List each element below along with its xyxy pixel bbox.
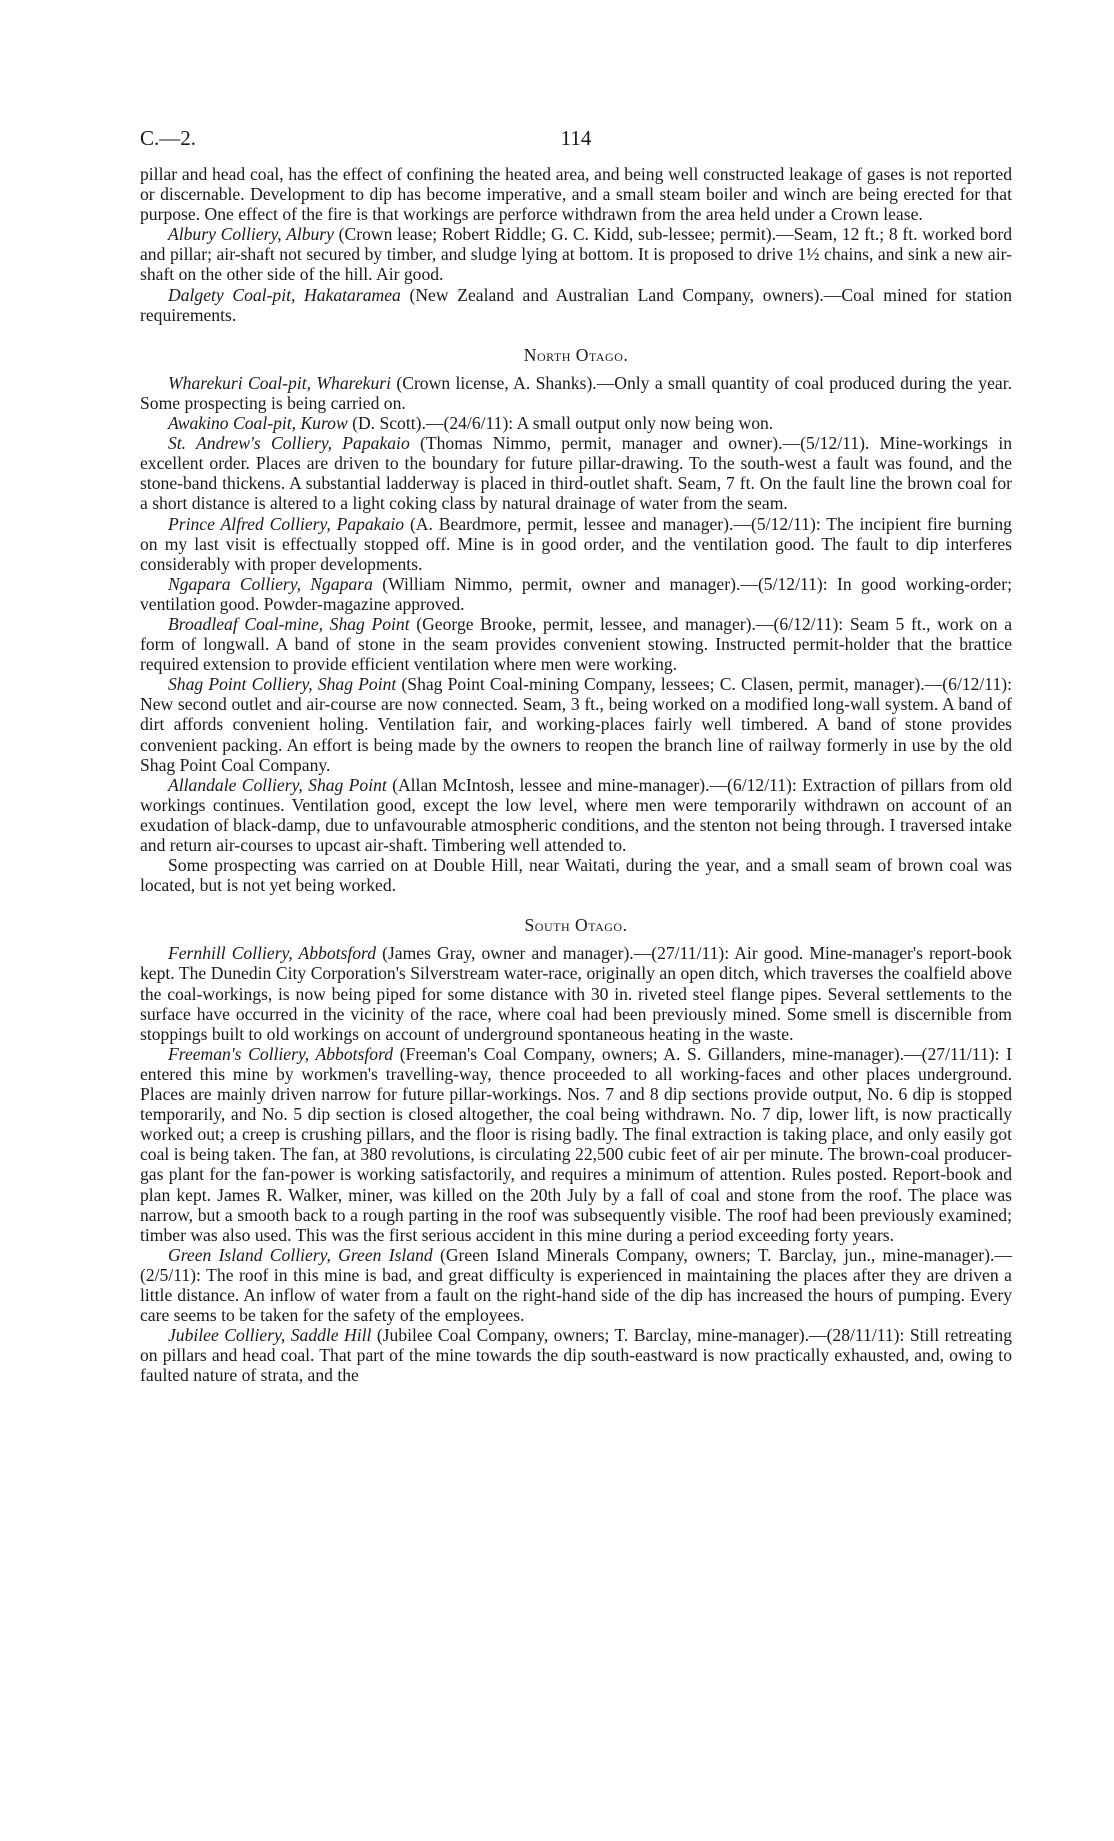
- colliery-name: Wharekuri Coal-pit, Wharekuri: [168, 372, 391, 393]
- colliery-name: Prince Alfred Colliery, Papakaio: [168, 513, 405, 534]
- paragraph-text: (New Zealand and Australian Land Company, owners).—Coal mined for station requirements.: [140, 284, 1012, 325]
- paragraph-text: (William Nimmo, permit, owner and manager).—(5/12/11): In good working-order; ventilation good. Powder-magazine approved.: [140, 573, 1012, 614]
- paragraph: [140, 285, 1012, 325]
- colliery-name: Green Island Colliery, Green Island: [168, 1244, 433, 1265]
- document-page: [140, 128, 1012, 1385]
- paragraph: [140, 674, 1012, 774]
- section-heading: North Otago.: [523, 344, 629, 365]
- paragraph-text: (Jubilee Coal Company, owners; T. Barclay, mine-manager).—(28/11/11): Still retreating on pillars and head coal. That part of the mine towards the dip south-eastward is now practically exhausted, and, owing to faulted nature of strata, and the: [140, 1325, 1012, 1386]
- folio-reference: C.—2.: [140, 126, 197, 150]
- paragraph-text: (Green Island Minerals Company, owners; T. Barclay, jun., mine-manager).—(2/5/11): The roof in this mine is bad, and great difficulty is experienced in maintaining the places after they are driven a little distance. An inflow of water from a fault on the right-hand side of the dip has increased the hours of pumping. Every care seems to be taken for the safety of the employees.: [140, 1244, 1012, 1326]
- page-number: 114: [560, 126, 592, 150]
- paragraph: [140, 775, 1012, 855]
- paragraph-text: (Crown license, A. Shanks).—Only a small quantity of coal produced during the year. Some prospecting is being carried on.: [140, 372, 1012, 413]
- paragraph: [140, 1245, 1012, 1325]
- paragraph-text: (Allan McIntosh, lessee and mine-manager).—(6/12/11): Extraction of pillars from old workings continues. Ventilation good, except the low level, where men were temporarily withdrawn on account of an exudation of black-damp, due to unfavourable atmospheric conditions, and the stenton not being through. I traversed intake and return air-courses to upcast air-shaft. Timbering well attended to.: [140, 774, 1012, 855]
- north-otago-section: [140, 345, 1012, 896]
- paragraph: [140, 514, 1012, 574]
- colliery-name: Jubilee Colliery, Saddle Hill: [168, 1325, 372, 1346]
- colliery-name: St. Andrew's Colliery, Papakaio: [168, 433, 410, 454]
- paragraph-text: Some prospecting was carried on at Double Hill, near Waitati, during the year, and a small seam of brown coal was located, but is not yet being worked.: [140, 855, 1012, 896]
- paragraph-text: (George Brooke, permit, lessee, and manager).—(6/12/11): Seam 5 ft., work on a form of longwall. A band of stone in the seam provides convenient stowing. Instructed permit-holder that the brattice required extension to provide efficient ventilation where men were working.: [140, 613, 1013, 675]
- paragraph: [140, 433, 1012, 513]
- colliery-name: Broadleaf Coal-mine, Shag Point: [168, 613, 410, 634]
- paragraph: [140, 1325, 1012, 1385]
- paragraph: [140, 164, 1012, 224]
- paragraph-text: (Freeman's Coal Company, owners; A. S. Gillanders, mine-manager).—(27/11/11): I entered this mine by workmen's travelling-way, thence proceeded to all working-faces and other places underground. Places are mainly driven narrow for future pillar-workings. Nos. 7 and 8 dip sections provide output, No. 6 dip is stopped temporarily, and No. 5 dip section is closed altogether, the coal being withdrawn. No. 7 dip, lower lift, is now practically worked out; a creep is crushing pillars, and the floor is rising badly. The final extraction is taking place, and only easily got coal is being taken. The fan, at 380 revolutions, is circulating 22,500 cubic feet of air per minute. The brown-coal producer-gas plant for the fan-power is working satisfactorily, and requires a minimum of attention. Rules posted. Report-book and plan kept. James R. Walker, miner, was killed on the 20th July by a fall of coal and stone from the roof. The place was narrow, but a smooth back to a rough parting in the roof was subsequently visible. The roof had been previously examined; timber was also used. This was the first serious accident in this mine during a period exceeding forty years.: [140, 1043, 1012, 1245]
- paragraph-text: (Shag Point Coal-mining Company, lessees; C. Clasen, permit, manager).—(6/12/11): New second outlet and air-course are now connected. Seam, 3 ft., being worked on a modified long-wall system. A band of dirt affords convenient holing. Ventilation fair, and working-places fairly well timbered. A band of stone provides convenient packing. An effort is being made by the owners to reopen the branch line of railway formerly in use by the old Shag Point Coal Company.: [140, 674, 1012, 775]
- paragraph: [140, 943, 1012, 1043]
- paragraph: [140, 224, 1012, 284]
- south-otago-section: [140, 915, 1012, 1385]
- paragraph: [140, 413, 1012, 433]
- colliery-name: Shag Point Colliery, Shag Point: [168, 674, 397, 695]
- paragraph: [140, 855, 1012, 895]
- colliery-name: Ngapara Colliery, Ngapara: [168, 573, 373, 594]
- paragraph-text: pillar and head coal, has the effect of confining the heated area, and being well constructed leakage of gases is not reported or discernable. Development to dip has become imperative, and a small steam boiler and winch are being erected for that purpose. One effect of the fire is that workings are perforce withdrawn from the area held under a Crown lease.: [140, 164, 1012, 225]
- paragraph-text: (D. Scott).—(24/6/11): A small output only now being won.: [347, 413, 774, 434]
- section-heading: South Otago.: [524, 915, 628, 936]
- paragraph-text: (James Gray, owner and manager).—(27/11/11): Air good. Mine-manager's report-book kept. The Dunedin City Corporation's Silverstream water-race, originally an open ditch, which traverses the coalfield above the coal-workings, is now being piped for some distance with 30 in. riveted steel flange pipes. Several settlements to the surface have occurred in the vicinity of the race, where coal had been previously mined. Some smell is discernible from stoppings built to old workings on account of underground spontaneous heating in the waste.: [140, 943, 1012, 1044]
- paragraph: [140, 373, 1012, 413]
- paragraph: [140, 574, 1012, 614]
- colliery-name: Dalgety Coal-pit, Hakataramea: [168, 284, 401, 305]
- colliery-name: Fernhill Colliery, Abbotsford: [168, 943, 377, 964]
- paragraph-text: (A. Beardmore, permit, lessee and manager).—(5/12/11): The incipient fire burning on my last visit is effectually stopped off. Mine is in good order, and the ventilation good. The fault to dip interferes considerably with proper developments.: [140, 513, 1012, 574]
- page-header: [140, 128, 1012, 164]
- colliery-name: Freeman's Colliery, Abbotsford: [168, 1043, 394, 1064]
- paragraph-text: (Crown lease; Robert Riddle; G. C. Kidd, sub-lessee; permit).—Seam, 12 ft.; 8 ft. worked bord and pillar; air-shaft not secured by timber, and sludge lying at bottom. It is proposed to drive 1½ chains, and sink a new air-shaft on the other side of the hill. Air good.: [140, 224, 1012, 285]
- paragraph: [140, 1044, 1012, 1245]
- colliery-name: Albury Colliery, Albury: [168, 224, 334, 245]
- paragraph-text: (Thomas Nimmo, permit, manager and owner).—(5/12/11). Mine-workings in excellent order. Places are driven to the boundary for future pillar-drawing. To the south-west a fault was found, and the stone-band thickens. A substantial ladderway is placed in third-outlet shaft. Seam, 7 ft. On the fault line the brown coal for a short distance is altered to a light coking class by natural drainage of water from the seam.: [140, 433, 1013, 514]
- colliery-name: Allandale Colliery, Shag Point: [168, 774, 387, 795]
- colliery-name: Awakino Coal-pit, Kurow: [168, 413, 348, 434]
- intro-section: [140, 164, 1012, 325]
- paragraph: [140, 614, 1012, 674]
